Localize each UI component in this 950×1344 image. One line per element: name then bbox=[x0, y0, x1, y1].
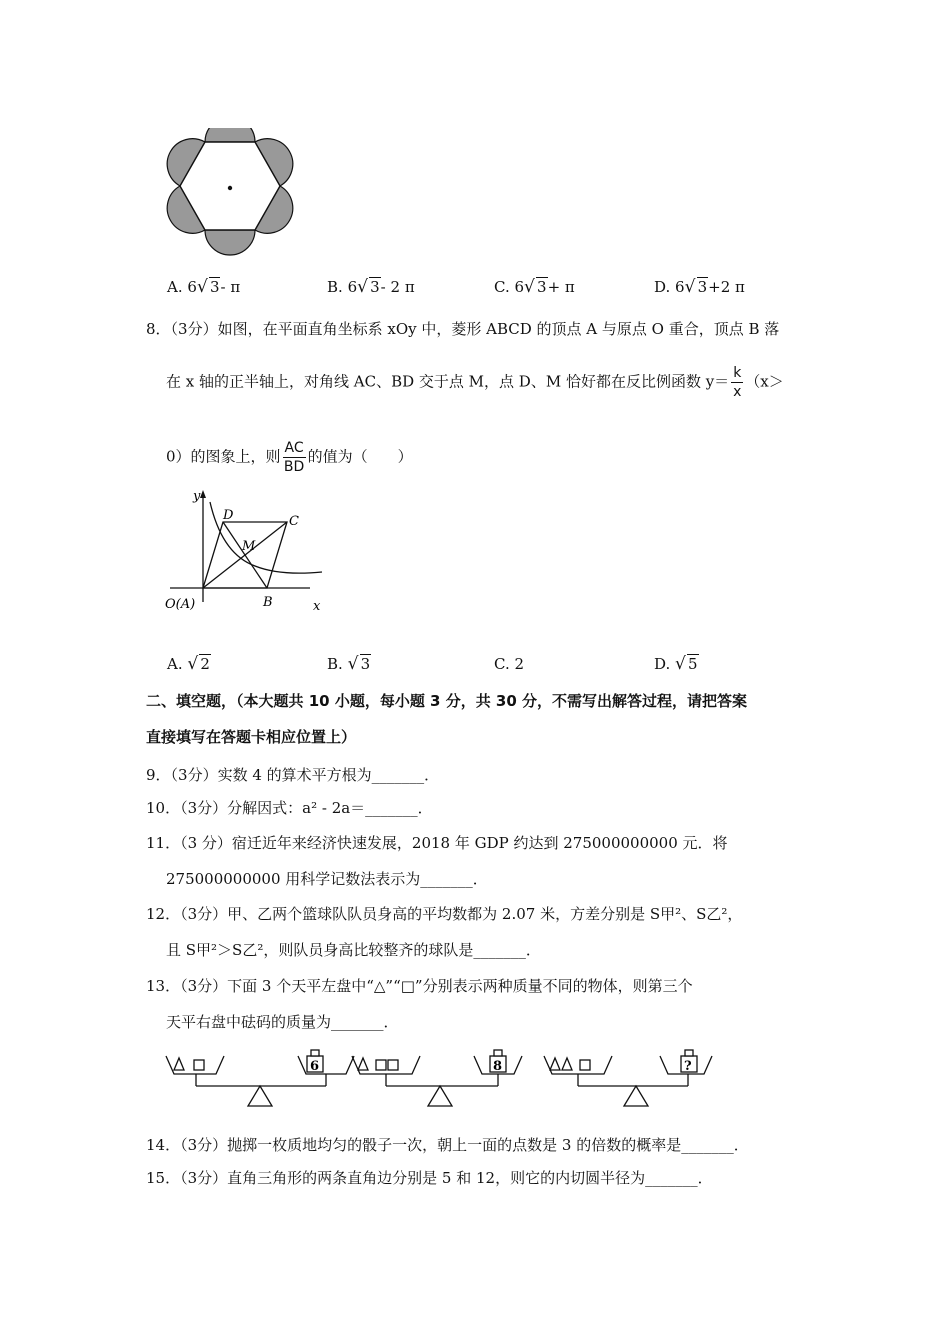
center-dot bbox=[228, 186, 232, 190]
q8-option-d: D. √ 5 bbox=[654, 655, 699, 673]
q8-option-a: A. √ 2 bbox=[167, 655, 211, 673]
balance-1 bbox=[166, 1050, 354, 1106]
q9: 9．（3分）实数 4 的算术平方根为_______． bbox=[146, 766, 440, 784]
label-o: O(A) bbox=[165, 597, 196, 612]
q12-line1: 12．（3分）甲、乙两个篮球队队员身高的平均数都为 2.07 米，方差分别是 S甲²、S乙²， bbox=[146, 905, 743, 923]
q8-line1: 8．（3分）如图，在平面直角坐标系 xOy 中，菱形 ABCD 的顶点 A 与原点 O 重合，顶点 B 落 bbox=[146, 320, 780, 338]
label-b: B bbox=[263, 595, 273, 610]
section2-header-line2: 直接填写在答题卡相应位置上） bbox=[146, 728, 357, 746]
q10: 10．（3分）分解因式：a² - 2a＝_______． bbox=[146, 799, 433, 817]
q7-option-b: B. 6√ 3- 2 π bbox=[327, 278, 415, 296]
rhombus-coordinate-figure bbox=[160, 484, 335, 619]
fraction-k-over-x: $\frac{k}{x}$ bbox=[733, 365, 742, 400]
weight-1-label: 6 bbox=[310, 1059, 320, 1074]
q11-line2: 275000000000 用科学记数法表示为_______． bbox=[166, 870, 488, 888]
fraction-ac-over-bd: $\frac{AC}{BD}$ bbox=[283, 440, 305, 475]
q12-line2: 且 S甲²＞S乙²，则队员身高比较整齐的球队是_______． bbox=[166, 941, 541, 959]
q8-line3: 0）的图象上，则 $\frac{AC}{BD}$ 的值为（ ） bbox=[166, 440, 413, 475]
q13-line2: 天平右盘中砝码的质量为_______． bbox=[166, 1013, 399, 1031]
q8-line2: 在 x 轴的正半轴上，对角线 AC、BD 交于点 M，点 D、M 恰好都在反比例函数 y＝ $\frac{k}{x}$ （x＞ bbox=[166, 365, 784, 400]
q8-option-c: C. 2 bbox=[494, 655, 525, 673]
label-x: x bbox=[313, 599, 321, 614]
y-arrow-icon bbox=[200, 490, 206, 498]
q11-line1: 11．（3 分）宿迁近年来经济快速发展，2018 年 GDP 约达到 275000000000 元．将 bbox=[146, 834, 728, 852]
label-y: y bbox=[193, 489, 201, 504]
petal-top bbox=[205, 128, 255, 142]
q8-option-b: B. √ 3 bbox=[327, 655, 371, 673]
label-d: D bbox=[223, 508, 234, 523]
q14: 14．（3分）抛掷一枚质地均匀的骰子一次，朝上一面的点数是 3 的倍数的概率是_______． bbox=[146, 1136, 749, 1154]
q7-option-d: D. 6√ 3+2 π bbox=[654, 278, 745, 296]
balance-scales-figure bbox=[160, 1040, 730, 1112]
diagonal-bd bbox=[223, 522, 267, 588]
q7-option-a: A. 6√ 3- π bbox=[167, 278, 240, 296]
q13-line1: 13．（3分）下面 3 个天平左盘中“△”“□”分别表示两种质量不同的物体，则第三个 bbox=[146, 977, 693, 995]
petal-bottom bbox=[205, 230, 255, 255]
weight-2-label: 8 bbox=[493, 1059, 503, 1074]
q15: 15．（3分）直角三角形的两条直角边分别是 5 和 12，则它的内切圆半径为_______． bbox=[146, 1169, 713, 1187]
label-m: M bbox=[242, 539, 256, 554]
label-c: C bbox=[289, 514, 299, 529]
q7-option-c: C. 6√ 3+ π bbox=[494, 278, 575, 296]
weight-3-label: ? bbox=[684, 1059, 692, 1074]
section2-header-line1: 二、填空题，（本大题共 10 小题，每小题 3 分，共 30 分，不需写出解答过程，请把答案 bbox=[146, 692, 748, 710]
hexagon-flower-figure bbox=[160, 128, 305, 260]
